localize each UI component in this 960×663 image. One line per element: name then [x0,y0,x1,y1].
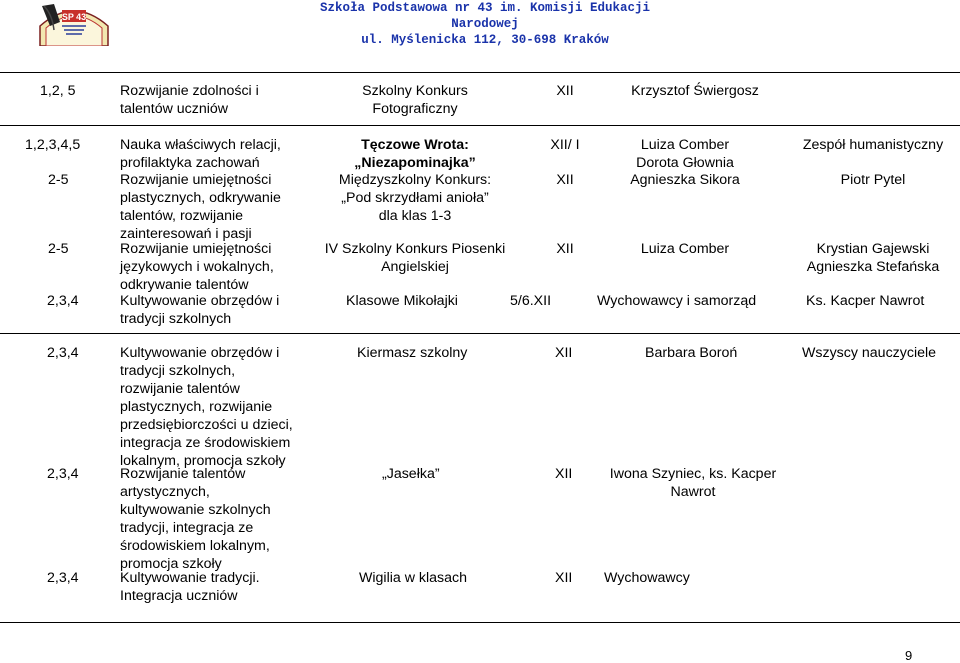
cell-goal: Kultywowanie tradycji. Integracja uczniów [120,570,260,604]
cell-month: XII [555,570,573,586]
cell-organizer: Luiza Comber Dorota Głownia [636,137,734,171]
cell-event: Kiermasz szkolny [357,345,468,361]
cell-event: IV Szkolny Konkurs Piosenki Angielskiej [324,241,506,275]
cell-classes: 2-5 [48,241,69,257]
cell-goal: Kultywowanie obrzędów i tradycji szkolnych, rozwijanie talentów plastycznych, rozwijanie przedsiębiorczości u dzieci, integracja ze środowiskiem lokalnym, promocja szkoły [120,345,293,469]
cell-goal: Nauka właściwych relacji, profilaktyka zachowań [120,137,281,171]
cell-event: Wigilia w klasach [359,570,468,586]
cell-classes: 1,2,3,4,5 [25,137,81,153]
school-name-line-2: Narodowej [451,17,519,31]
cell-month: 5/6.XII [510,293,552,309]
page-number: 9 [905,648,913,663]
table-rule [0,72,960,73]
cell-goal: Rozwijanie umiejętności plastycznych, odkrywanie talentów, rozwijanie zainteresowań i pasji [120,172,281,242]
school-address-line: ul. Myślenicka 112, 30-698 Kraków [361,33,609,47]
cell-helper: Zespół humanistyczny [802,137,944,153]
cell-classes: 2,3,4 [47,466,79,482]
cell-helper: Krystian Gajewski Agnieszka Stefańska [806,241,940,275]
cell-month: XII [555,345,573,361]
cell-goal: Rozwijanie umiejętności językowych i wokalnych, odkrywanie talentów [120,241,274,293]
cell-event: „Jasełka” [382,466,440,482]
cell-event: Międzyszkolny Konkurs: „Pod skrzydłami anioła” dla klas 1-3 [338,172,492,224]
cell-organizer: Wychowawcy [604,570,690,586]
cell-month: XII [556,241,574,257]
cell-month: XII [555,466,573,482]
cell-classes: 1,2, 5 [40,83,76,99]
cell-organizer: Iwona Szyniec, ks. Kacper Nawrot [609,466,777,500]
cell-organizer: Krzysztof Świergosz [631,83,759,99]
cell-event: Szkolny Konkurs Fotograficzny [362,83,468,117]
cell-classes: 2,3,4 [47,345,79,361]
cell-event: Tęczowe Wrota: „Niezapominajka” [354,137,476,171]
cell-organizer: Luiza Comber [640,241,730,257]
cell-helper: Piotr Pytel [840,172,906,188]
table-rule [0,125,960,126]
cell-organizer: Barbara Boroń [645,345,738,361]
cell-goal: Rozwijanie talentów artystycznych, kultywowanie szkolnych tradycji, integracja ze środowiskiem lokalnym, promocja szkoły [120,466,271,572]
cell-event: Klasowe Mikołajki [346,293,458,309]
cell-organizer: Agnieszka Sikora [630,172,740,188]
cell-helper: Wszyscy nauczyciele [802,345,937,361]
cell-goal: Kultywowanie obrzędów i tradycji szkolnych [120,293,280,327]
cell-month: XII [556,172,574,188]
table-rule [0,622,960,623]
table-rule [0,333,960,334]
cell-month: XII [556,83,574,99]
cell-classes: 2,3,4 [47,570,79,586]
cell-classes: 2-5 [48,172,69,188]
cell-month: XII/ I [550,137,580,153]
school-logo [34,0,114,46]
school-name-line-1: Szkoła Podstawowa nr 43 im. Komisji Edukacji [319,1,651,15]
cell-organizer: Wychowawcy i samorząd [597,293,757,309]
school-address-header [300,0,670,48]
cell-helper: Ks. Kacper Nawrot [806,293,925,309]
svg-text:SP 43: SP 43 [61,12,87,22]
cell-goal: Rozwijanie zdolności i talentów uczniów [120,83,259,117]
cell-classes: 2,3,4 [47,293,79,309]
